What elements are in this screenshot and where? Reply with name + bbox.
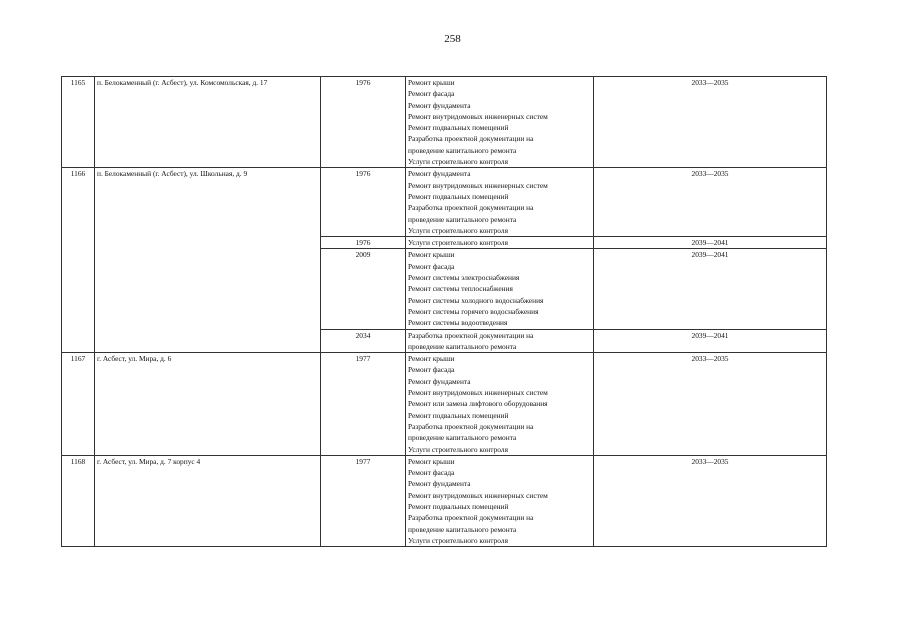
year-cell: 1976 (321, 168, 406, 237)
work-item: Ремонт фундамента (408, 169, 471, 179)
work-item: Услуги строительного контроля (408, 535, 508, 545)
work-item: Ремонт фасада (408, 468, 455, 478)
year-cell: 1977 (321, 455, 406, 546)
work-item: Ремонт системы водоотведения (408, 318, 508, 328)
period-cell: 2039—2041 (594, 249, 827, 329)
work-item: Ремонт или замена лифтового оборудования (408, 399, 548, 409)
period-cell: 2039—2041 (594, 237, 827, 249)
row-number: 1167 (62, 353, 95, 456)
work-item: Ремонт внутридомовых инженерных систем (408, 111, 548, 121)
period-cell: 2033—2035 (594, 168, 827, 237)
work-item: Ремонт системы холодного водоснабжения (408, 295, 544, 305)
works-cell (406, 237, 594, 249)
period-cell: 2033—2035 (594, 353, 827, 456)
period-cell: 2033—2035 (594, 77, 827, 168)
work-item: проведение капитального ремонта (408, 524, 517, 534)
work-item: Разработка проектной документации на (408, 203, 534, 213)
work-item: проведение капитального ремонта (408, 145, 517, 155)
work-item: Разработка проектной документации на (408, 134, 534, 144)
period-cell: 2033—2035 (594, 455, 827, 546)
work-item: Ремонт подвальных помещений (408, 410, 509, 420)
year-cell: 1976 (321, 237, 406, 249)
work-item: Ремонт подвальных помещений (408, 501, 509, 511)
works-cell (406, 455, 594, 546)
work-item: Ремонт подвальных помещений (408, 123, 509, 133)
works-cell (406, 249, 594, 329)
period-cell: 2039—2041 (594, 329, 827, 353)
work-item: Услуги строительного контроля (408, 225, 508, 235)
work-item: Ремонт крыши (408, 78, 455, 87)
works-cell (406, 329, 594, 353)
work-item: Ремонт фасада (408, 365, 455, 375)
table-row (62, 455, 827, 546)
table-row (62, 353, 827, 456)
year-cell: 2034 (321, 329, 406, 353)
address-cell: г. Асбест, ул. Мира, д. 7 корпус 4 (95, 455, 321, 546)
work-item: Ремонт фундамента (408, 479, 471, 489)
work-item: Разработка проектной документации на (408, 330, 534, 340)
works-cell (406, 77, 594, 168)
row-number: 1166 (62, 168, 95, 353)
work-item: Ремонт системы электроснабжения (408, 273, 520, 283)
work-item: Ремонт крыши (408, 456, 455, 466)
work-item: Ремонт внутридомовых инженерных систем (408, 180, 548, 190)
table-body (62, 77, 827, 547)
work-item: Ремонт системы теплоснабжения (408, 284, 513, 294)
row-number: 1165 (62, 77, 95, 168)
work-item: Услуги строительного контроля (408, 238, 508, 248)
work-item: Ремонт внутридомовых инженерных систем (408, 388, 548, 398)
page-number: 258 (444, 33, 461, 45)
work-item: Ремонт крыши (408, 250, 455, 260)
work-item: Разработка проектной документации на (408, 421, 534, 431)
table-row (62, 77, 827, 168)
work-item: проведение капитального ремонта (408, 433, 517, 443)
year-cell: 1977 (321, 353, 406, 456)
works-cell (406, 353, 594, 456)
work-item: Ремонт фундамента (408, 376, 471, 386)
works-cell (406, 168, 594, 237)
work-item: Ремонт внутридомовых инженерных систем (408, 490, 548, 500)
row-number: 1168 (62, 455, 95, 546)
year-cell: 2009 (321, 249, 406, 329)
work-item: Ремонт фасада (408, 89, 455, 99)
repair-schedule-table (61, 76, 827, 547)
work-item: проведение капитального ремонта (408, 341, 517, 351)
address-cell: п. Белокаменный (г. Асбест), ул. Школьная, д. 9 (95, 168, 321, 353)
work-item: Услуги строительного контроля (408, 157, 508, 167)
work-item: Ремонт системы горячего водоснабжения (408, 306, 539, 316)
table-row (62, 168, 827, 237)
work-item: Ремонт фасада (408, 261, 455, 271)
work-item: Ремонт крыши (408, 354, 455, 364)
year-cell: 1976 (321, 77, 406, 168)
work-item: Ремонт фундамента (408, 100, 471, 110)
work-item: Разработка проектной документации на (408, 513, 534, 523)
work-item: проведение капитального ремонта (408, 214, 517, 224)
work-item: Ремонт подвальных помещений (408, 191, 509, 201)
address-cell: п. Белокаменный (г. Асбест), ул. Комсомольская, д. 17 (95, 77, 321, 168)
address-cell: г. Асбест, ул. Мира, д. 6 (95, 353, 321, 456)
work-item: Услуги строительного контроля (408, 444, 508, 454)
